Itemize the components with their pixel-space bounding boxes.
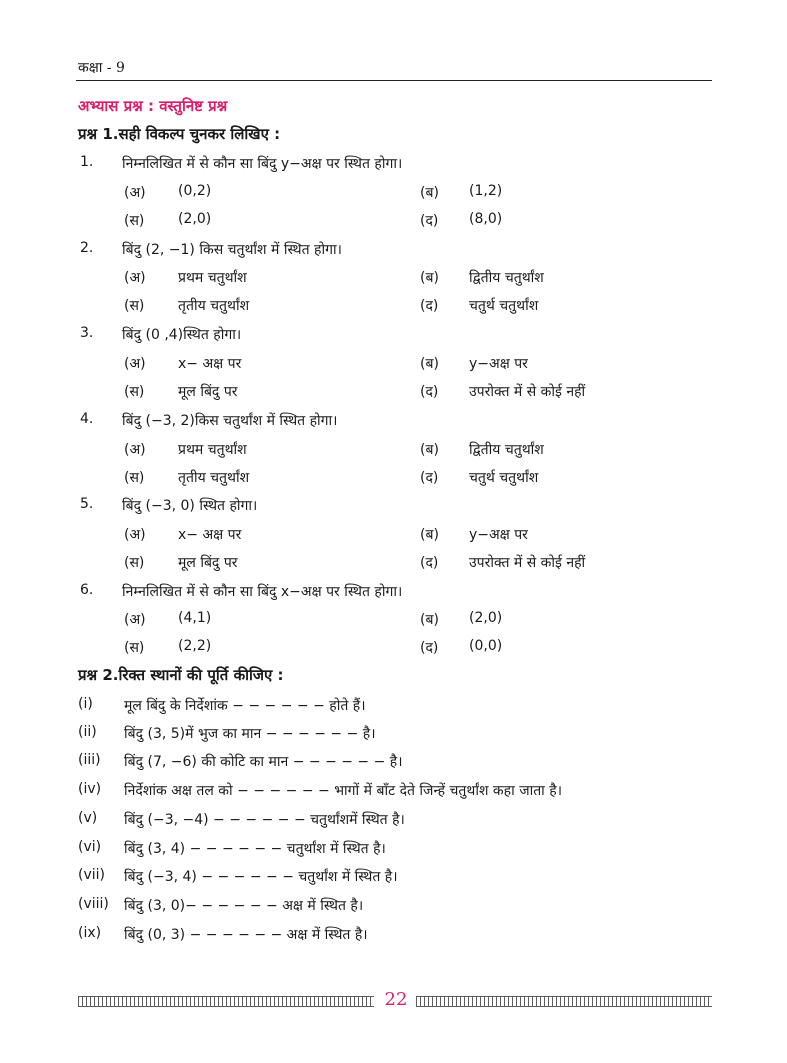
- fill-blank-text: बिंदु (−3, 4) − − − − − − चतुर्थांश में स्थित है।: [124, 869, 398, 885]
- option-value: प्रथम चतुर्थांश: [178, 270, 247, 286]
- option-value: (2,2): [178, 638, 212, 654]
- option-value: x− अक्ष पर: [178, 356, 242, 372]
- option-label: (ब): [420, 356, 439, 372]
- header-rule: [76, 80, 712, 81]
- option-value: द्वितीय चतुर्थांश: [469, 442, 544, 458]
- mcq-question: निम्नलिखित में से कौन सा बिंदु x−अक्ष पर स्थित होगा।: [122, 584, 403, 600]
- option-label: (द): [420, 213, 439, 229]
- fill-blank-text: बिंदु (3, 4) − − − − − − चतुर्थांश में स्थित है।: [124, 841, 386, 857]
- page-footer: [78, 988, 712, 1014]
- mcq-number: 3.: [80, 325, 94, 341]
- option-value: द्वितीय चतुर्थांश: [469, 270, 544, 286]
- fill-blank-number: (ii): [78, 724, 97, 740]
- option-value: y−अक्ष पर: [469, 527, 528, 543]
- option-value: मूल बिंदु पर: [178, 555, 238, 571]
- mcq-question: बिंदु (−3, 0) स्थित होगा।: [122, 498, 258, 514]
- option-value: मूल बिंदु पर: [178, 384, 238, 400]
- option-label: (स): [124, 213, 145, 229]
- option-label: (ब): [420, 185, 439, 201]
- option-label: (अ): [124, 356, 146, 372]
- mcq-number: 6.: [80, 582, 94, 598]
- fill-blank-number: (iii): [78, 752, 101, 768]
- option-label: (द): [420, 384, 439, 400]
- option-value: उपरोक्त में से कोई नहीं: [469, 384, 586, 400]
- option-label: (स): [124, 640, 145, 656]
- option-value: (0,2): [178, 183, 212, 199]
- fill-blank-text: बिंदु (0, 3) − − − − − − अक्ष में स्थित है।: [124, 927, 368, 943]
- decorative-border-right: [416, 996, 712, 1007]
- mcq-number: 5.: [80, 496, 94, 512]
- option-label: (ब): [420, 270, 439, 286]
- option-label: (स): [124, 384, 145, 400]
- mcq-question: बिंदु (2, −1) किस चतुर्थांश में स्थित होगा।: [122, 242, 342, 258]
- option-label: (स): [124, 470, 145, 486]
- option-value: उपरोक्त में से कोई नहीं: [469, 555, 586, 571]
- fill-blank-number: (vii): [78, 867, 105, 883]
- option-label: (द): [420, 298, 439, 314]
- option-label: (अ): [124, 442, 146, 458]
- option-label: (ब): [420, 527, 439, 543]
- option-label: (द): [420, 470, 439, 486]
- fill-blank-number: (ix): [78, 925, 102, 941]
- mcq-question: बिंदु (0 ,4)स्थित होगा।: [122, 327, 242, 343]
- option-label: (अ): [124, 612, 146, 628]
- option-label: (अ): [124, 527, 146, 543]
- option-value: (4,1): [178, 610, 212, 626]
- fill-blank-number: (vi): [78, 839, 102, 855]
- mcq-number: 4.: [80, 411, 94, 427]
- option-value: चतुर्थ चतुर्थांश: [469, 298, 539, 314]
- class-label: कक्षा - 9: [78, 60, 125, 76]
- option-label: (द): [420, 555, 439, 571]
- mcq-number: 1.: [80, 154, 94, 170]
- option-value: तृतीय चतुर्थांश: [178, 470, 250, 486]
- page-number: 22: [384, 989, 408, 1010]
- question-1-heading: प्रश्न 1.सही विकल्प चुनकर लिखिए :: [78, 125, 281, 143]
- fill-blank-text: बिंदु (7, −6) की कोटि का मान − − − − − − है।: [124, 754, 403, 770]
- option-label: (अ): [124, 270, 146, 286]
- option-label: (स): [124, 298, 145, 314]
- option-value: चतुर्थ चतुर्थांश: [469, 470, 539, 486]
- mcq-number: 2.: [80, 240, 94, 256]
- fill-blank-text: मूल बिंदु के निर्देशांक − − − − − − होते हैं।: [124, 698, 366, 714]
- fill-blank-text: बिंदु (−3, −4) − − − − − − चतुर्थांशमें स्थित है।: [124, 812, 405, 828]
- option-value: (2,0): [469, 610, 503, 626]
- option-label: (अ): [124, 185, 146, 201]
- option-value: (8,0): [469, 211, 503, 227]
- fill-blank-number: (iv): [78, 781, 102, 797]
- mcq-question: बिंदु (−3, 2)किस चतुर्थांश में स्थित होगा।: [122, 413, 338, 429]
- mcq-question: निम्नलिखित में से कौन सा बिंदु y−अक्ष पर स्थित होगा।: [122, 156, 403, 172]
- option-value: (2,0): [178, 211, 212, 227]
- fill-blank-text: निर्देशांक अक्ष तल को − − − − − − भागों में बाँट देते जिन्हें चतुर्थांश कहा जाता है।: [124, 783, 563, 799]
- section-title: अभ्यास प्रश्न : वस्तुनिष्ट प्रश्न: [78, 97, 228, 115]
- fill-blank-text: बिंदु (3, 5)में भुज का मान − − − − − − है।: [124, 726, 376, 742]
- option-label: (ब): [420, 612, 439, 628]
- fill-blank-number: (viii): [78, 896, 109, 912]
- option-value: x− अक्ष पर: [178, 527, 242, 543]
- question-2-heading: प्रश्न 2.रिक्त स्थानों की पूर्ति कीजिए :: [78, 666, 284, 684]
- fill-blank-number: (i): [78, 696, 93, 712]
- decorative-border-left: [78, 996, 374, 1007]
- option-label: (स): [124, 555, 145, 571]
- fill-blank-text: बिंदु (3, 0)− − − − − − अक्ष में स्थित है।: [124, 898, 364, 914]
- option-value: तृतीय चतुर्थांश: [178, 298, 250, 314]
- option-value: y−अक्ष पर: [469, 356, 528, 372]
- fill-blank-number: (v): [78, 810, 98, 826]
- option-value: (1,2): [469, 183, 503, 199]
- option-label: (द): [420, 640, 439, 656]
- option-value: (0,0): [469, 638, 503, 654]
- option-value: प्रथम चतुर्थांश: [178, 442, 247, 458]
- option-label: (ब): [420, 442, 439, 458]
